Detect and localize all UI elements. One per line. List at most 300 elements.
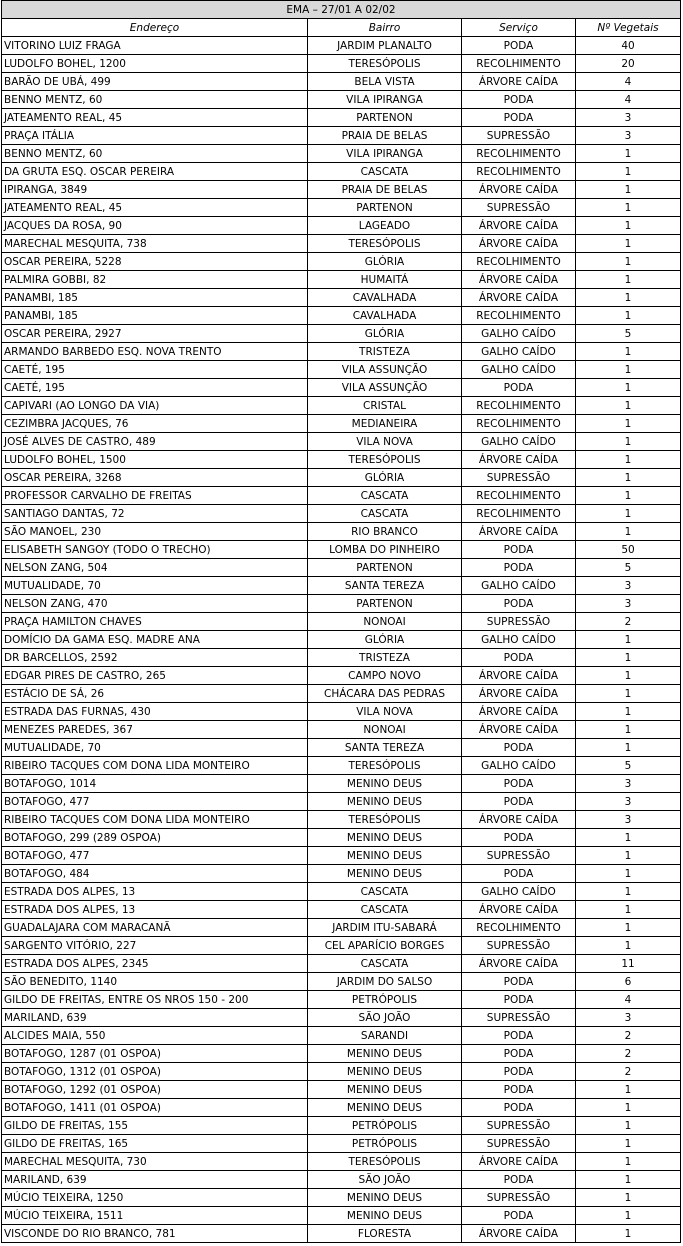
- cell-servico: GALHO CAÍDO: [462, 361, 576, 379]
- cell-endereco: GUADALAJARA COM MARACANÃ: [2, 919, 308, 937]
- cell-endereco: ESTRADA DOS ALPES, 13: [2, 883, 308, 901]
- cell-servico: PODA: [462, 829, 576, 847]
- cell-vegetais: 3: [576, 1009, 681, 1027]
- cell-vegetais: 1: [576, 487, 681, 505]
- cell-endereco: LUDOLFO BOHEL, 1500: [2, 451, 308, 469]
- cell-bairro: SANTA TEREZA: [308, 577, 462, 595]
- table-row: [2, 937, 681, 955]
- cell-servico: GALHO CAÍDO: [462, 433, 576, 451]
- cell-bairro: VILA ASSUNÇÃO: [308, 379, 462, 397]
- table-row: [2, 55, 681, 73]
- cell-vegetais: 50: [576, 541, 681, 559]
- table-row: [2, 577, 681, 595]
- cell-servico: ÁRVORE CAÍDA: [462, 523, 576, 541]
- cell-bairro: MENINO DEUS: [308, 1045, 462, 1063]
- table-row: [2, 379, 681, 397]
- cell-servico: PODA: [462, 649, 576, 667]
- table-row: [2, 307, 681, 325]
- cell-bairro: PARTENON: [308, 199, 462, 217]
- cell-vegetais: 3: [576, 811, 681, 829]
- cell-endereco: NELSON ZANG, 470: [2, 595, 308, 613]
- cell-servico: ÁRVORE CAÍDA: [462, 73, 576, 91]
- cell-servico: GALHO CAÍDO: [462, 343, 576, 361]
- table-row: [2, 919, 681, 937]
- table-row: [2, 1027, 681, 1045]
- table-row: [2, 109, 681, 127]
- cell-endereco: ESTRADA DOS ALPES, 13: [2, 901, 308, 919]
- cell-bairro: CASCATA: [308, 487, 462, 505]
- cell-vegetais: 1: [576, 289, 681, 307]
- cell-servico: ÁRVORE CAÍDA: [462, 685, 576, 703]
- cell-vegetais: 1: [576, 829, 681, 847]
- cell-endereco: BENNO MENTZ, 60: [2, 145, 308, 163]
- cell-servico: ÁRVORE CAÍDA: [462, 181, 576, 199]
- table-row: [2, 973, 681, 991]
- cell-bairro: JARDIM ITU-SABARÁ: [308, 919, 462, 937]
- cell-servico: ÁRVORE CAÍDA: [462, 667, 576, 685]
- cell-vegetais: 40: [576, 37, 681, 55]
- table-row: [2, 649, 681, 667]
- cell-endereco: MÚCIO TEIXEIRA, 1511: [2, 1207, 308, 1225]
- cell-bairro: GLÓRIA: [308, 631, 462, 649]
- cell-bairro: MENINO DEUS: [308, 793, 462, 811]
- cell-endereco: GILDO DE FREITAS, 165: [2, 1135, 308, 1153]
- cell-endereco: IPIRANGA, 3849: [2, 181, 308, 199]
- cell-endereco: MARECHAL MESQUITA, 738: [2, 235, 308, 253]
- cell-servico: PODA: [462, 1027, 576, 1045]
- cell-endereco: ESTÁCIO DE SÁ, 26: [2, 685, 308, 703]
- cell-vegetais: 1: [576, 721, 681, 739]
- cell-servico: GALHO CAÍDO: [462, 883, 576, 901]
- cell-servico: PODA: [462, 991, 576, 1009]
- cell-vegetais: 1: [576, 235, 681, 253]
- cell-endereco: VITORINO LUIZ FRAGA: [2, 37, 308, 55]
- cell-vegetais: 1: [576, 901, 681, 919]
- cell-endereco: EDGAR PIRES DE CASTRO, 265: [2, 667, 308, 685]
- cell-endereco: BENNO MENTZ, 60: [2, 91, 308, 109]
- cell-servico: RECOLHIMENTO: [462, 919, 576, 937]
- cell-servico: ÁRVORE CAÍDA: [462, 235, 576, 253]
- cell-endereco: OSCAR PEREIRA, 3268: [2, 469, 308, 487]
- cell-servico: ÁRVORE CAÍDA: [462, 1225, 576, 1243]
- cell-vegetais: 3: [576, 109, 681, 127]
- table-row: [2, 271, 681, 289]
- cell-endereco: BOTAFOGO, 477: [2, 847, 308, 865]
- cell-servico: ÁRVORE CAÍDA: [462, 289, 576, 307]
- table-row: [2, 1009, 681, 1027]
- cell-vegetais: 2: [576, 1027, 681, 1045]
- table-row: [2, 487, 681, 505]
- cell-bairro: MENINO DEUS: [308, 1207, 462, 1225]
- cell-endereco: CEZIMBRA JACQUES, 76: [2, 415, 308, 433]
- cell-vegetais: 20: [576, 55, 681, 73]
- cell-bairro: VILA NOVA: [308, 433, 462, 451]
- table-row: [2, 253, 681, 271]
- cell-bairro: PETRÓPOLIS: [308, 1135, 462, 1153]
- cell-servico: SUPRESSÃO: [462, 1117, 576, 1135]
- cell-bairro: MENINO DEUS: [308, 847, 462, 865]
- cell-endereco: PRAÇA HAMILTON CHAVES: [2, 613, 308, 631]
- table-row: [2, 1189, 681, 1207]
- cell-endereco: JACQUES DA ROSA, 90: [2, 217, 308, 235]
- cell-bairro: VILA NOVA: [308, 703, 462, 721]
- cell-servico: ÁRVORE CAÍDA: [462, 1153, 576, 1171]
- cell-vegetais: 1: [576, 1117, 681, 1135]
- table-row: [2, 289, 681, 307]
- cell-vegetais: 3: [576, 793, 681, 811]
- cell-bairro: JARDIM DO SALSO: [308, 973, 462, 991]
- cell-endereco: BOTAFOGO, 1312 (01 OSPOA): [2, 1063, 308, 1081]
- cell-bairro: MENINO DEUS: [308, 1081, 462, 1099]
- table-row: [2, 757, 681, 775]
- cell-servico: RECOLHIMENTO: [462, 487, 576, 505]
- table-row: [2, 91, 681, 109]
- cell-bairro: CAMPO NOVO: [308, 667, 462, 685]
- table-row: [2, 127, 681, 145]
- cell-vegetais: 3: [576, 775, 681, 793]
- cell-endereco: BOTAFOGO, 1411 (01 OSPOA): [2, 1099, 308, 1117]
- cell-vegetais: 1: [576, 1225, 681, 1243]
- table-row: [2, 847, 681, 865]
- cell-bairro: TRISTEZA: [308, 343, 462, 361]
- cell-vegetais: 1: [576, 271, 681, 289]
- cell-servico: RECOLHIMENTO: [462, 505, 576, 523]
- cell-bairro: MENINO DEUS: [308, 1063, 462, 1081]
- cell-vegetais: 5: [576, 757, 681, 775]
- cell-vegetais: 1: [576, 1207, 681, 1225]
- cell-servico: PODA: [462, 1171, 576, 1189]
- table-row: [2, 361, 681, 379]
- table-row: [2, 163, 681, 181]
- cell-servico: RECOLHIMENTO: [462, 163, 576, 181]
- table-row: [2, 865, 681, 883]
- cell-servico: SUPRESSÃO: [462, 469, 576, 487]
- cell-bairro: CASCATA: [308, 901, 462, 919]
- cell-bairro: MENINO DEUS: [308, 775, 462, 793]
- cell-endereco: DA GRUTA ESQ. OSCAR PEREIRA: [2, 163, 308, 181]
- cell-endereco: PANAMBI, 185: [2, 289, 308, 307]
- cell-bairro: PETRÓPOLIS: [308, 991, 462, 1009]
- table-row: [2, 883, 681, 901]
- cell-endereco: DR BARCELLOS, 2592: [2, 649, 308, 667]
- cell-servico: RECOLHIMENTO: [462, 55, 576, 73]
- cell-bairro: TERESÓPOLIS: [308, 757, 462, 775]
- cell-servico: PODA: [462, 739, 576, 757]
- cell-endereco: BOTAFOGO, 477: [2, 793, 308, 811]
- cell-bairro: MENINO DEUS: [308, 865, 462, 883]
- table-row: [2, 955, 681, 973]
- cell-vegetais: 1: [576, 1135, 681, 1153]
- cell-vegetais: 3: [576, 595, 681, 613]
- cell-servico: PODA: [462, 1207, 576, 1225]
- cell-vegetais: 1: [576, 523, 681, 541]
- cell-vegetais: 4: [576, 991, 681, 1009]
- cell-bairro: CRISTAL: [308, 397, 462, 415]
- cell-vegetais: 5: [576, 325, 681, 343]
- cell-vegetais: 1: [576, 217, 681, 235]
- cell-bairro: SÃO JOÃO: [308, 1009, 462, 1027]
- cell-vegetais: 1: [576, 343, 681, 361]
- cell-vegetais: 1: [576, 433, 681, 451]
- cell-bairro: TERESÓPOLIS: [308, 55, 462, 73]
- cell-vegetais: 1: [576, 667, 681, 685]
- cell-endereco: ARMANDO BARBEDO ESQ. NOVA TRENTO: [2, 343, 308, 361]
- table-row: [2, 775, 681, 793]
- cell-servico: ÁRVORE CAÍDA: [462, 721, 576, 739]
- cell-bairro: VILA IPIRANGA: [308, 91, 462, 109]
- cell-vegetais: 1: [576, 1171, 681, 1189]
- table-row: [2, 397, 681, 415]
- header-vegetais: Nº Vegetais: [576, 19, 681, 37]
- cell-vegetais: 1: [576, 145, 681, 163]
- table-row: [2, 811, 681, 829]
- cell-servico: SUPRESSÃO: [462, 199, 576, 217]
- table-row: [2, 739, 681, 757]
- cell-endereco: SÃO BENEDITO, 1140: [2, 973, 308, 991]
- cell-bairro: RIO BRANCO: [308, 523, 462, 541]
- header-row: [2, 19, 681, 37]
- cell-vegetais: 1: [576, 649, 681, 667]
- cell-endereco: OSCAR PEREIRA, 5228: [2, 253, 308, 271]
- cell-endereco: CAPIVARI (AO LONGO DA VIA): [2, 397, 308, 415]
- cell-endereco: LUDOLFO BOHEL, 1200: [2, 55, 308, 73]
- cell-bairro: LOMBA DO PINHEIRO: [308, 541, 462, 559]
- cell-servico: SUPRESSÃO: [462, 847, 576, 865]
- table-row: [2, 523, 681, 541]
- cell-bairro: SARANDI: [308, 1027, 462, 1045]
- cell-vegetais: 4: [576, 73, 681, 91]
- table-row: [2, 559, 681, 577]
- cell-bairro: PRAIA DE BELAS: [308, 127, 462, 145]
- cell-endereco: PROFESSOR CARVALHO DE FREITAS: [2, 487, 308, 505]
- cell-servico: GALHO CAÍDO: [462, 631, 576, 649]
- cell-endereco: MARILAND, 639: [2, 1171, 308, 1189]
- cell-vegetais: 1: [576, 739, 681, 757]
- cell-servico: PODA: [462, 1063, 576, 1081]
- cell-servico: RECOLHIMENTO: [462, 415, 576, 433]
- table-row: [2, 199, 681, 217]
- cell-vegetais: 4: [576, 91, 681, 109]
- cell-bairro: MEDIANEIRA: [308, 415, 462, 433]
- cell-endereco: BOTAFOGO, 484: [2, 865, 308, 883]
- cell-endereco: BOTAFOGO, 1287 (01 OSPOA): [2, 1045, 308, 1063]
- cell-vegetais: 1: [576, 1153, 681, 1171]
- cell-bairro: MENINO DEUS: [308, 1099, 462, 1117]
- table-row: [2, 1153, 681, 1171]
- cell-bairro: CAVALHADA: [308, 307, 462, 325]
- cell-bairro: TERESÓPOLIS: [308, 235, 462, 253]
- cell-endereco: JATEAMENTO REAL, 45: [2, 109, 308, 127]
- cell-servico: PODA: [462, 865, 576, 883]
- cell-vegetais: 1: [576, 163, 681, 181]
- title-row: [2, 1, 681, 19]
- cell-vegetais: 1: [576, 199, 681, 217]
- table-row: [2, 73, 681, 91]
- cell-bairro: VILA IPIRANGA: [308, 145, 462, 163]
- cell-endereco: MUTUALIDADE, 70: [2, 577, 308, 595]
- cell-vegetais: 1: [576, 1189, 681, 1207]
- cell-bairro: TERESÓPOLIS: [308, 451, 462, 469]
- cell-bairro: TERESÓPOLIS: [308, 811, 462, 829]
- cell-vegetais: 1: [576, 1081, 681, 1099]
- cell-servico: PODA: [462, 541, 576, 559]
- cell-servico: ÁRVORE CAÍDA: [462, 955, 576, 973]
- cell-bairro: NONOAI: [308, 613, 462, 631]
- cell-endereco: DOMÍCIO DA GAMA ESQ. MADRE ANA: [2, 631, 308, 649]
- cell-bairro: FLORESTA: [308, 1225, 462, 1243]
- cell-bairro: VILA ASSUNÇÃO: [308, 361, 462, 379]
- cell-bairro: CASCATA: [308, 163, 462, 181]
- table-row: [2, 829, 681, 847]
- cell-endereco: MENEZES PAREDES, 367: [2, 721, 308, 739]
- table-row: [2, 1045, 681, 1063]
- header-endereco: Endereço: [2, 19, 308, 37]
- cell-endereco: MUTUALIDADE, 70: [2, 739, 308, 757]
- table-row: [2, 685, 681, 703]
- table-row: [2, 631, 681, 649]
- cell-bairro: TERESÓPOLIS: [308, 1153, 462, 1171]
- table-row: [2, 415, 681, 433]
- table-body: [2, 37, 681, 1243]
- cell-endereco: NELSON ZANG, 504: [2, 559, 308, 577]
- cell-servico: SUPRESSÃO: [462, 1135, 576, 1153]
- cell-servico: PODA: [462, 793, 576, 811]
- cell-servico: PODA: [462, 559, 576, 577]
- cell-bairro: CASCATA: [308, 883, 462, 901]
- cell-vegetais: 1: [576, 1099, 681, 1117]
- cell-bairro: GLÓRIA: [308, 253, 462, 271]
- cell-endereco: ESTRADA DOS ALPES, 2345: [2, 955, 308, 973]
- cell-bairro: MENINO DEUS: [308, 1189, 462, 1207]
- cell-servico: ÁRVORE CAÍDA: [462, 901, 576, 919]
- cell-bairro: PRAIA DE BELAS: [308, 181, 462, 199]
- cell-endereco: RIBEIRO TACQUES COM DONA LIDA MONTEIRO: [2, 757, 308, 775]
- cell-endereco: SÃO MANOEL, 230: [2, 523, 308, 541]
- cell-vegetais: 1: [576, 919, 681, 937]
- report-container: [1, 0, 680, 1243]
- cell-endereco: BOTAFOGO, 1292 (01 OSPOA): [2, 1081, 308, 1099]
- cell-vegetais: 1: [576, 451, 681, 469]
- cell-vegetais: 1: [576, 181, 681, 199]
- cell-vegetais: 1: [576, 253, 681, 271]
- table-row: [2, 595, 681, 613]
- cell-vegetais: 2: [576, 1045, 681, 1063]
- table-row: [2, 343, 681, 361]
- cell-servico: SUPRESSÃO: [462, 937, 576, 955]
- cell-bairro: CEL APARÍCIO BORGES: [308, 937, 462, 955]
- table-row: [2, 1081, 681, 1099]
- cell-bairro: TRISTEZA: [308, 649, 462, 667]
- cell-bairro: CHÁCARA DAS PEDRAS: [308, 685, 462, 703]
- cell-endereco: MARECHAL MESQUITA, 730: [2, 1153, 308, 1171]
- table-row: [2, 721, 681, 739]
- table-row: [2, 433, 681, 451]
- cell-bairro: CASCATA: [308, 505, 462, 523]
- cell-servico: RECOLHIMENTO: [462, 397, 576, 415]
- cell-bairro: HUMAITÁ: [308, 271, 462, 289]
- table-row: [2, 505, 681, 523]
- table-row: [2, 37, 681, 55]
- cell-servico: SUPRESSÃO: [462, 613, 576, 631]
- cell-endereco: PANAMBI, 185: [2, 307, 308, 325]
- cell-vegetais: 1: [576, 937, 681, 955]
- cell-endereco: PALMIRA GOBBI, 82: [2, 271, 308, 289]
- table-row: [2, 217, 681, 235]
- cell-endereco: ESTRADA DAS FURNAS, 430: [2, 703, 308, 721]
- table-row: [2, 145, 681, 163]
- cell-endereco: GILDO DE FREITAS, 155: [2, 1117, 308, 1135]
- cell-servico: RECOLHIMENTO: [462, 307, 576, 325]
- cell-endereco: SANTIAGO DANTAS, 72: [2, 505, 308, 523]
- cell-servico: RECOLHIMENTO: [462, 253, 576, 271]
- cell-servico: PODA: [462, 973, 576, 991]
- table-row: [2, 451, 681, 469]
- cell-endereco: PRAÇA ITÁLIA: [2, 127, 308, 145]
- cell-servico: SUPRESSÃO: [462, 127, 576, 145]
- cell-endereco: BOTAFOGO, 1014: [2, 775, 308, 793]
- cell-bairro: MENINO DEUS: [308, 829, 462, 847]
- cell-endereco: ALCIDES MAIA, 550: [2, 1027, 308, 1045]
- cell-vegetais: 1: [576, 361, 681, 379]
- cell-endereco: OSCAR PEREIRA, 2927: [2, 325, 308, 343]
- table-row: [2, 1171, 681, 1189]
- cell-endereco: VISCONDE DO RIO BRANCO, 781: [2, 1225, 308, 1243]
- cell-servico: PODA: [462, 595, 576, 613]
- table-row: [2, 181, 681, 199]
- cell-vegetais: 3: [576, 577, 681, 595]
- cell-vegetais: 5: [576, 559, 681, 577]
- header-servico: Serviço: [462, 19, 576, 37]
- cell-bairro: SÃO JOÃO: [308, 1171, 462, 1189]
- cell-bairro: CASCATA: [308, 955, 462, 973]
- cell-servico: ÁRVORE CAÍDA: [462, 811, 576, 829]
- cell-endereco: JOSÉ ALVES DE CASTRO, 489: [2, 433, 308, 451]
- table-row: [2, 1099, 681, 1117]
- cell-servico: ÁRVORE CAÍDA: [462, 271, 576, 289]
- cell-endereco: CAETÉ, 195: [2, 379, 308, 397]
- cell-servico: PODA: [462, 379, 576, 397]
- cell-vegetais: 6: [576, 973, 681, 991]
- cell-bairro: BELA VISTA: [308, 73, 462, 91]
- cell-vegetais: 1: [576, 631, 681, 649]
- cell-vegetais: 1: [576, 469, 681, 487]
- cell-vegetais: 1: [576, 685, 681, 703]
- table-row: [2, 235, 681, 253]
- table-title: EMA – 27/01 A 02/02: [2, 1, 681, 19]
- cell-bairro: JARDIM PLANALTO: [308, 37, 462, 55]
- cell-servico: PODA: [462, 37, 576, 55]
- cell-servico: GALHO CAÍDO: [462, 757, 576, 775]
- cell-endereco: MÚCIO TEIXEIRA, 1250: [2, 1189, 308, 1207]
- cell-vegetais: 1: [576, 397, 681, 415]
- table-row: [2, 613, 681, 631]
- cell-vegetais: 1: [576, 847, 681, 865]
- cell-servico: ÁRVORE CAÍDA: [462, 217, 576, 235]
- cell-endereco: SARGENTO VITÓRIO, 227: [2, 937, 308, 955]
- table-row: [2, 1063, 681, 1081]
- cell-bairro: PARTENON: [308, 559, 462, 577]
- table-row: [2, 1225, 681, 1243]
- cell-bairro: LAGEADO: [308, 217, 462, 235]
- cell-endereco: MARILAND, 639: [2, 1009, 308, 1027]
- cell-bairro: PARTENON: [308, 595, 462, 613]
- cell-bairro: GLÓRIA: [308, 469, 462, 487]
- cell-servico: PODA: [462, 91, 576, 109]
- cell-servico: PODA: [462, 1099, 576, 1117]
- cell-servico: PODA: [462, 1045, 576, 1063]
- cell-vegetais: 1: [576, 865, 681, 883]
- cell-endereco: CAETÉ, 195: [2, 361, 308, 379]
